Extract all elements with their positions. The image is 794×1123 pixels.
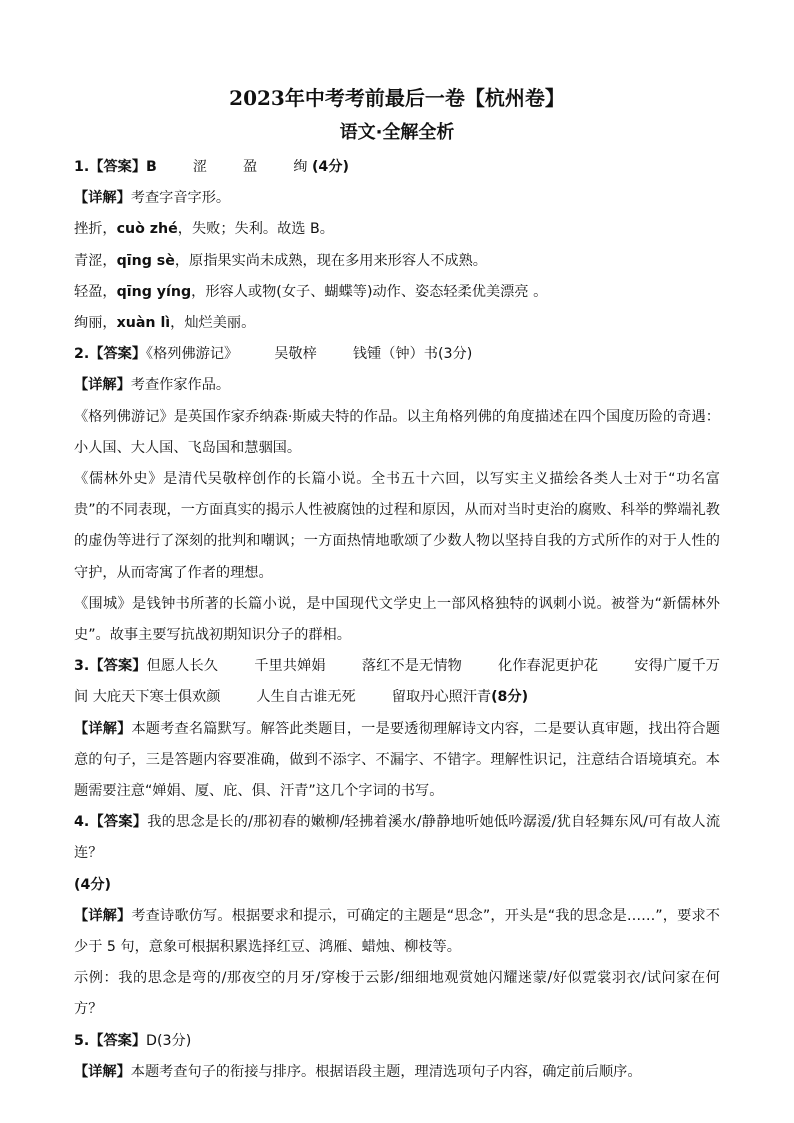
q1-line2-text: ，原指果实尚未成熟，现在多用来形容人不成熟。	[174, 252, 487, 269]
q1-line1-pinyin: cuò zhé	[116, 221, 178, 238]
q1-answer-line	[74, 152, 720, 183]
q3-answer-2: 千里共婵娟	[254, 658, 326, 675]
q1-line2-word: 青涩，	[74, 252, 117, 269]
q1-answer-1: 涩	[192, 159, 208, 175]
q1-answer-3: 绚	[293, 159, 308, 175]
q3-answer-5: 安得广厦千万间	[74, 658, 720, 706]
q3-detail-label: 【详解】	[74, 720, 132, 737]
q3-answer-line	[74, 651, 720, 713]
q4-detail	[74, 901, 720, 963]
q1-detail-label: 【详解】	[74, 190, 131, 207]
q1-line4-text: ，灿烂美丽。	[170, 315, 256, 332]
q5-detail-label: 【详解】	[74, 1063, 131, 1080]
q2-paragraph-1: 《格列佛游记》是英国作家乔纳森·斯威夫特的作品。以主角格列佛的角度描述在四个国度历险的奇遇：小人国、大人国、飞岛国和慧骃国。	[74, 408, 720, 456]
q4-answer-text: 我的思念是长的/那初春的嫩柳/轻拂着溪水/静静地听她低吟潺湲/犹自轻舞东风/可有故人流连？	[74, 814, 721, 862]
q1-detail-intro: 考查字音字形。	[130, 190, 231, 207]
q1-line1-word: 挫折，	[74, 221, 117, 238]
q4-answer-label: 4.【答案】	[74, 814, 148, 831]
q3-score: (8分)	[491, 689, 529, 706]
q1-line1	[74, 214, 720, 245]
q3-answer-8: 留取丹心照汗青	[391, 689, 492, 706]
page-title: 2023年中考考前最后一卷【杭州卷】	[229, 86, 565, 110]
q1-line4-pinyin: xuàn lì	[116, 315, 171, 332]
q2-answer-2: 吴敬梓	[274, 346, 317, 363]
q3-detail-text: 本题考查名篇默写。解答此类题目，一是要透彻理解诗文内容，二是要认真审题，找出符合题意的句子，三是答题内容要准确，做到不添字、不漏字、不错字。理解性识记，注意结合语境填充。本题需要注意“婵娟、厦、庇、俱、汗青”这几个字词的书写。	[74, 720, 720, 800]
q2-score: (3分)	[437, 346, 473, 363]
q5-answer: D	[146, 1032, 157, 1049]
q2-answer-3: 钱锺（钟）书	[352, 346, 438, 363]
q5-score: (3分)	[156, 1032, 192, 1049]
q2-detail-label: 【详解】	[74, 377, 131, 394]
page-subtitle: 语文·全解全析	[339, 122, 455, 143]
q1-line4	[74, 308, 720, 339]
q4-detail-label: 【详解】	[74, 907, 132, 924]
q5-detail	[74, 1057, 720, 1088]
q2-answer-line	[74, 339, 720, 370]
q2-paragraph-2: 《儒林外史》是清代吴敬梓创作的长篇小说。全书五十六回，以写实主义描绘各类人士对于“功名富贵”的不同表现，一方面真实的揭示人性被腐蚀的过程和原因，从而对当时吏治的腐败、科举的弊端礼教的虚伪等进行了深刻的批判和嘲讽；一方面热情地歌颂了少数人物以坚持自我的方式所作的对于人性的守护，从而寄寓了作者的理想。	[74, 471, 720, 581]
q3-detail	[74, 714, 720, 808]
q4-detail-text: 考查诗歌仿写。根据要求和提示，可确定的主题是“思念”，开头是“我的思念是……”，要求不少于 5 句，意象可根据积累选择红豆、鸿雁、蜡烛、柳枝等。	[74, 907, 720, 956]
q2-detail	[74, 370, 720, 401]
q1-line3	[74, 277, 720, 308]
q2-detail-intro: 考查作家作品。	[130, 377, 231, 394]
q3-answer-6: 大庇天下寒士俱欢颜	[92, 689, 221, 706]
q2-answer-label: 2.【答案】	[74, 346, 147, 363]
q5-answer-line	[74, 1026, 720, 1057]
q1-line2-pinyin: qīng sè	[116, 252, 175, 269]
q1-answer-label: 1.【答案】B	[74, 159, 157, 175]
q1-detail	[74, 183, 720, 214]
q4-score: (4分)	[74, 876, 112, 893]
q3-answer-7: 人生自古谁无死	[256, 689, 356, 706]
q2-answer-1: 《格列佛游记》	[146, 346, 239, 363]
q1-score: (4分)	[311, 159, 349, 175]
q3-answer-label: 3.【答案】	[74, 658, 147, 675]
q4-answer-line	[74, 807, 720, 901]
q4-example: 示例：我的思念是弯的/那夜空的月牙/穿梭于云影/细细地观赏她闪耀迷蒙/好似霓裳羽衣/试问家在何方？	[74, 970, 720, 1018]
q1-line3-pinyin: qīng yíng	[116, 283, 192, 300]
q1-line2	[74, 246, 720, 277]
q1-answer-2: 盈	[243, 159, 258, 175]
q1-line1-text: ，失败；失利。故选 B。	[177, 221, 334, 238]
q2-paragraph-3: 《围城》是钱钟书所著的长篇小说，是中国现代文学史上一部风格独特的讽刺小说。被誉为“新儒林外史”。故事主要写抗战初期知识分子的群相。	[74, 595, 720, 644]
q3-answer-1: 但愿人长久	[146, 658, 219, 675]
q1-line4-word: 绚丽，	[74, 315, 117, 332]
q5-detail-text: 本题考查句子的衔接与排序。根据语段主题，理清选项句子内容，确定前后顺序。	[130, 1063, 642, 1080]
q3-answer-4: 化作春泥更护花	[497, 658, 599, 675]
q1-line3-text: ，形容人或物(女子、蝴蝶等)动作、姿态轻柔优美漂亮 。	[191, 283, 548, 300]
q5-answer-label: 5.【答案】	[74, 1032, 147, 1049]
q1-line3-word: 轻盈，	[74, 283, 117, 300]
q3-answer-3: 落红不是无情物	[361, 658, 462, 675]
